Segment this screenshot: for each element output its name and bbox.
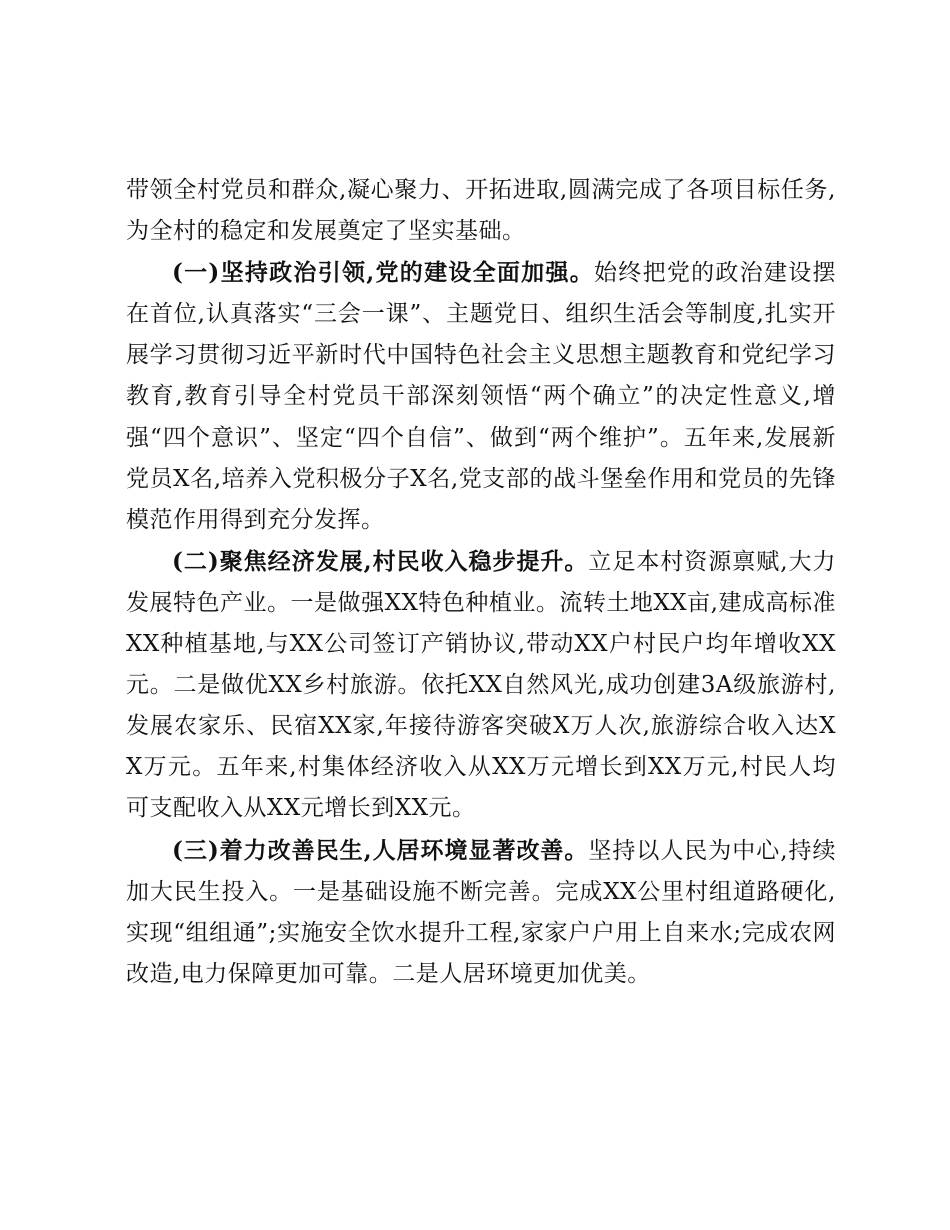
section-heading: (二)聚焦经济发展,村民收入稳步提升。: [172, 547, 589, 575]
section-heading: (三)着力改善民生,人居环境显著改善。: [172, 836, 589, 864]
paragraph-text: 立足本村资源禀赋,大力发展特色产业。一是做强XX特色种植业。流转土地XX亩,建成高标准XX种植基地,与XX公司签订产销协议,带动XX户村民户均年增收XX元。二是做优XX乡村旅游。依托XX自然风光,成功创建3A级旅游村,发展农家乐、民宿XX家,年接待游客突破X万人次,旅游综合收入达XX万元。五年来,村集体经济收入从XX万元增长到XX万元,村民人均可支配收入从XX元增长到XX元。: [126, 548, 836, 822]
paragraph-economic-development: [126, 541, 836, 830]
paragraph-text: 带领全村党员和群众,凝心聚力、开拓进取,圆满完成了各项目标任务,为全村的稳定和发展奠定了坚实基础。: [126, 177, 836, 245]
document-body: [126, 170, 836, 995]
section-heading: (一)坚持政治引领,党的建设全面加强。: [172, 259, 595, 287]
paragraph-text: 始终把党的政治建设摆在首位,认真落实“三会一课”、主题党日、组织生活会等制度,扎实开展学习贯彻习近平新时代中国特色社会主义思想主题教育和党纪学习教育,教育引导全村党员干部深刻领悟“两个确立”的决定性意义,增强“四个意识”、坚定“四个自信”、做到“两个维护”。五年来,发展新党员X名,培养入党积极分子X名,党支部的战斗堡垒作用和党员的先锋模范作用得到充分发挥。: [126, 260, 836, 533]
paragraph-text: 坚持以人民为中心,持续加大民生投入。一是基础设施不断完善。完成XX公里村组道路硬化,实现“组组通”;实施安全饮水提升工程,家家户户用上自来水;完成农网改造,电力保障更加可靠。二是人居环境更加优美。: [126, 837, 836, 987]
paragraph-party-building: [126, 252, 836, 541]
paragraph-intro: [126, 170, 836, 252]
paragraph-livelihood: [126, 830, 836, 995]
